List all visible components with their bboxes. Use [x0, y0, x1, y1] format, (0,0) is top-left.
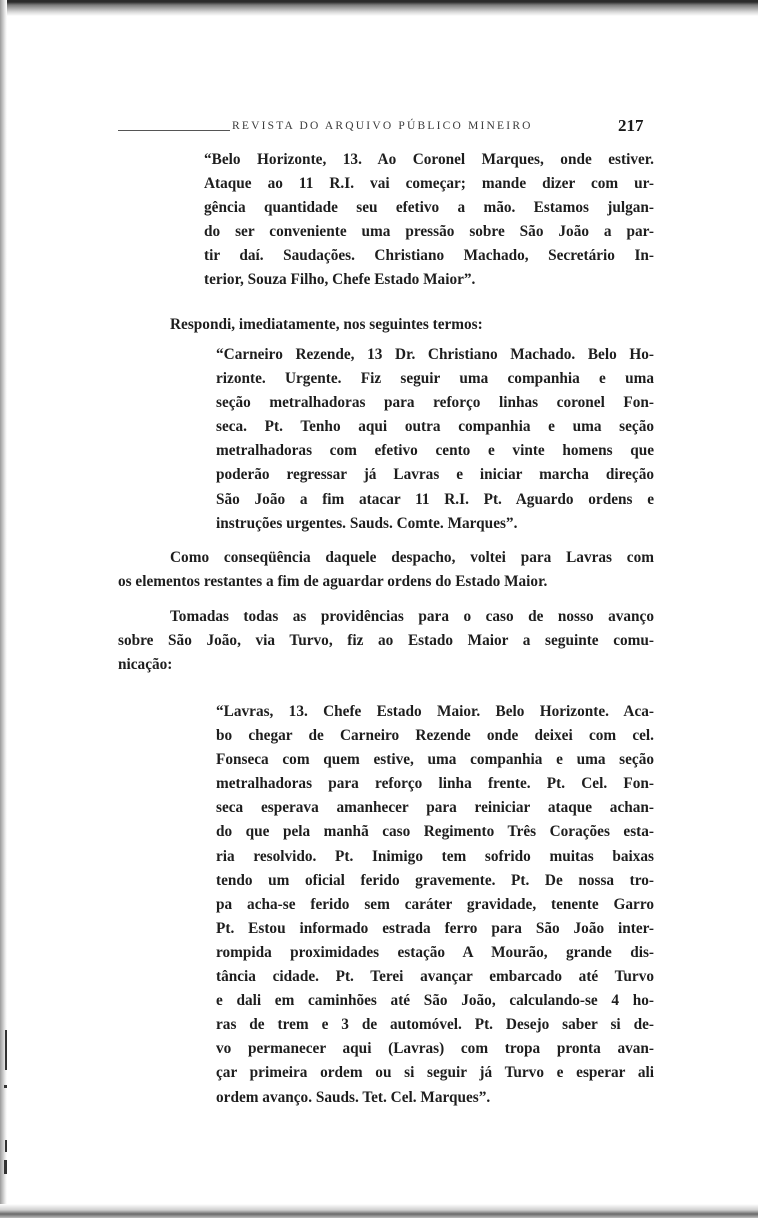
header-rule	[118, 130, 230, 131]
text-line: sobre São João, via Turvo, fiz ao Estado Maior a seguinte comu-	[118, 632, 654, 650]
scan-bottom-edge	[0, 1204, 758, 1218]
text-line: tir daí. Saudações. Christiano Machado, Secretário In-	[204, 247, 654, 265]
paragraph-respondi	[170, 313, 483, 337]
text-line: tendo um oficial ferido gravemente. Pt. De nossa tro-	[216, 871, 654, 889]
text-line: “Belo Horizonte, 13. Ao Coronel Marques, onde estiver.	[204, 151, 654, 168]
text-line: do ser conveniente uma pressão sobre São João a par-	[204, 223, 654, 241]
text-line: nicação:	[118, 656, 173, 674]
text-line: metralhadoras para reforço linha frente. Pt. Cel. Fon-	[216, 775, 654, 793]
text-line: Respondi, imediatamente, nos seguintes termos:	[170, 316, 483, 333]
running-header: REVISTA DO ARQUIVO PÚBLICO MINEIRO	[232, 120, 533, 132]
paragraph-consequencia	[118, 546, 654, 594]
text-line: ria resolvido. Pt. Inimigo tem sofrido muitas baixas	[216, 847, 654, 865]
text-line: çar primeira ordem ou si seguir já Turvo e esperar ali	[216, 1064, 654, 1082]
telegram-quote-1	[204, 148, 654, 293]
scan-top-edge	[0, 0, 758, 16]
text-line: terior, Souza Filho, Chefe Estado Maior”.	[204, 271, 476, 289]
text-line: pa acha-se ferido sem caráter gravidade, tenente Garro	[216, 895, 654, 913]
text-line: do que pela manhã caso Regimento Três Corações esta-	[216, 823, 654, 841]
text-line: Fonseca com quem estive, uma companhia e uma seção	[216, 751, 654, 769]
text-line: São João a fim atacar 11 R.I. Pt. Aguardo ordens e	[216, 490, 654, 508]
text-line: poderão regressar já Lavras e iniciar marcha direção	[216, 466, 654, 484]
text-line: os elementos restantes a fim de aguardar ordens do Estado Maior.	[118, 573, 548, 591]
telegram-quote-2	[216, 343, 654, 536]
text-line: ordem avanço. Sauds. Tet. Cel. Marques”.	[216, 1088, 491, 1106]
paragraph-providencias	[118, 605, 654, 677]
text-line: seca esperava amanhecer para reiniciar ataque achan-	[216, 799, 654, 817]
text-line: Como conseqüência daquele despacho, voltei para Lavras com	[170, 549, 654, 566]
text-line: rompida proximidades estação A Mourão, grande dis-	[216, 943, 654, 961]
text-line: Pt. Estou informado estrada ferro para São João inter-	[216, 919, 654, 937]
text-line: bo chegar de Carneiro Rezende onde deixei com cel.	[216, 727, 654, 745]
text-line: gência quantidade seu efetivo a mão. Estamos julgan-	[204, 199, 654, 217]
text-line: vo permanecer aqui (Lavras) com tropa pronta avan-	[216, 1040, 654, 1058]
text-line: metralhadoras com efetivo cento e vinte homens que	[216, 442, 654, 460]
text-line: instruções urgentes. Sauds. Comte. Marques”.	[216, 514, 518, 532]
text-line: e dali em caminhões até São João, calculando-se 4 ho-	[216, 992, 654, 1010]
text-line: tância cidade. Pt. Terei avançar embarcado até Turvo	[216, 968, 654, 986]
text-line: Tomadas todas as providências para o caso de nosso avanço	[170, 608, 654, 625]
telegram-quote-3	[216, 700, 654, 1110]
text-line: “Lavras, 13. Chefe Estado Maior. Belo Horizonte. Aca-	[216, 703, 654, 720]
page-number: 217	[618, 116, 644, 135]
text-line: ras de trem e 3 de automóvel. Pt. Desejo saber si de-	[216, 1016, 654, 1034]
text-line: rizonte. Urgente. Fiz seguir uma companhia e uma	[216, 370, 654, 388]
text-line: seca. Pt. Tenho aqui outra companhia e uma seção	[216, 418, 654, 436]
text-line: “Carneiro Rezende, 13 Dr. Christiano Machado. Belo Ho-	[216, 346, 654, 363]
text-line: seção metralhadoras para reforço linhas coronel Fon-	[216, 394, 654, 412]
binding-marks	[2, 1010, 12, 1180]
text-line: Ataque ao 11 R.I. vai começar; mande dizer com ur-	[204, 175, 654, 193]
